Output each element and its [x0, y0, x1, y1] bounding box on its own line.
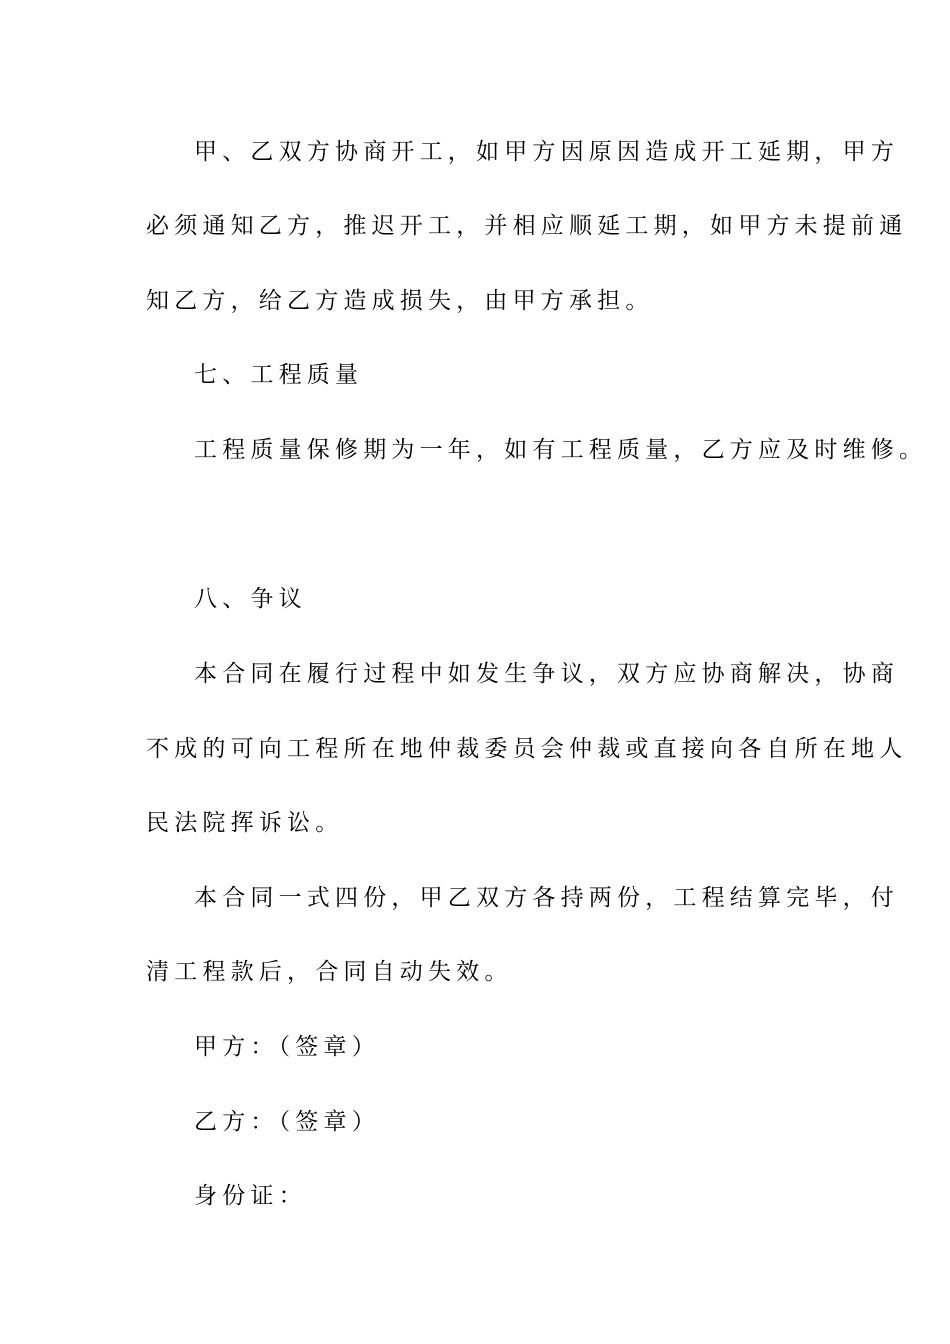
- paragraph-line: 知乙方，给乙方造成损失，由甲方承担。: [146, 288, 654, 314]
- section-heading-dispute: 八、争议: [194, 586, 307, 612]
- paragraph-line: 必须通知乙方，推迟开工，并相应顺延工期，如甲方未提前通: [146, 213, 908, 239]
- paragraph-line: 本合同在履行过程中如发生争议，双方应协商解决，协商: [194, 661, 899, 687]
- paragraph-line: 甲、乙双方协商开工，如甲方因原因造成开工延期，甲方: [194, 139, 899, 165]
- paragraph-line: 本合同一式四份，甲乙双方各持两份，工程结算完毕，付: [194, 885, 899, 911]
- id-card-label: 身份证：: [194, 1183, 307, 1209]
- paragraph-line: 民法院挥诉讼。: [146, 810, 344, 836]
- party-a-signature: 甲方：（签章）: [194, 1034, 380, 1060]
- paragraph-line: 不成的可向工程所在地仲裁委员会仲裁或直接向各自所在地人: [146, 736, 908, 762]
- paragraph-line: 工程质量保修期为一年，如有工程质量，乙方应及时维修。: [194, 437, 928, 463]
- paragraph-line: 清工程款后，合同自动失效。: [146, 959, 513, 985]
- party-b-signature: 乙方：（签章）: [194, 1109, 380, 1135]
- section-heading-quality: 七、工程质量: [194, 362, 364, 388]
